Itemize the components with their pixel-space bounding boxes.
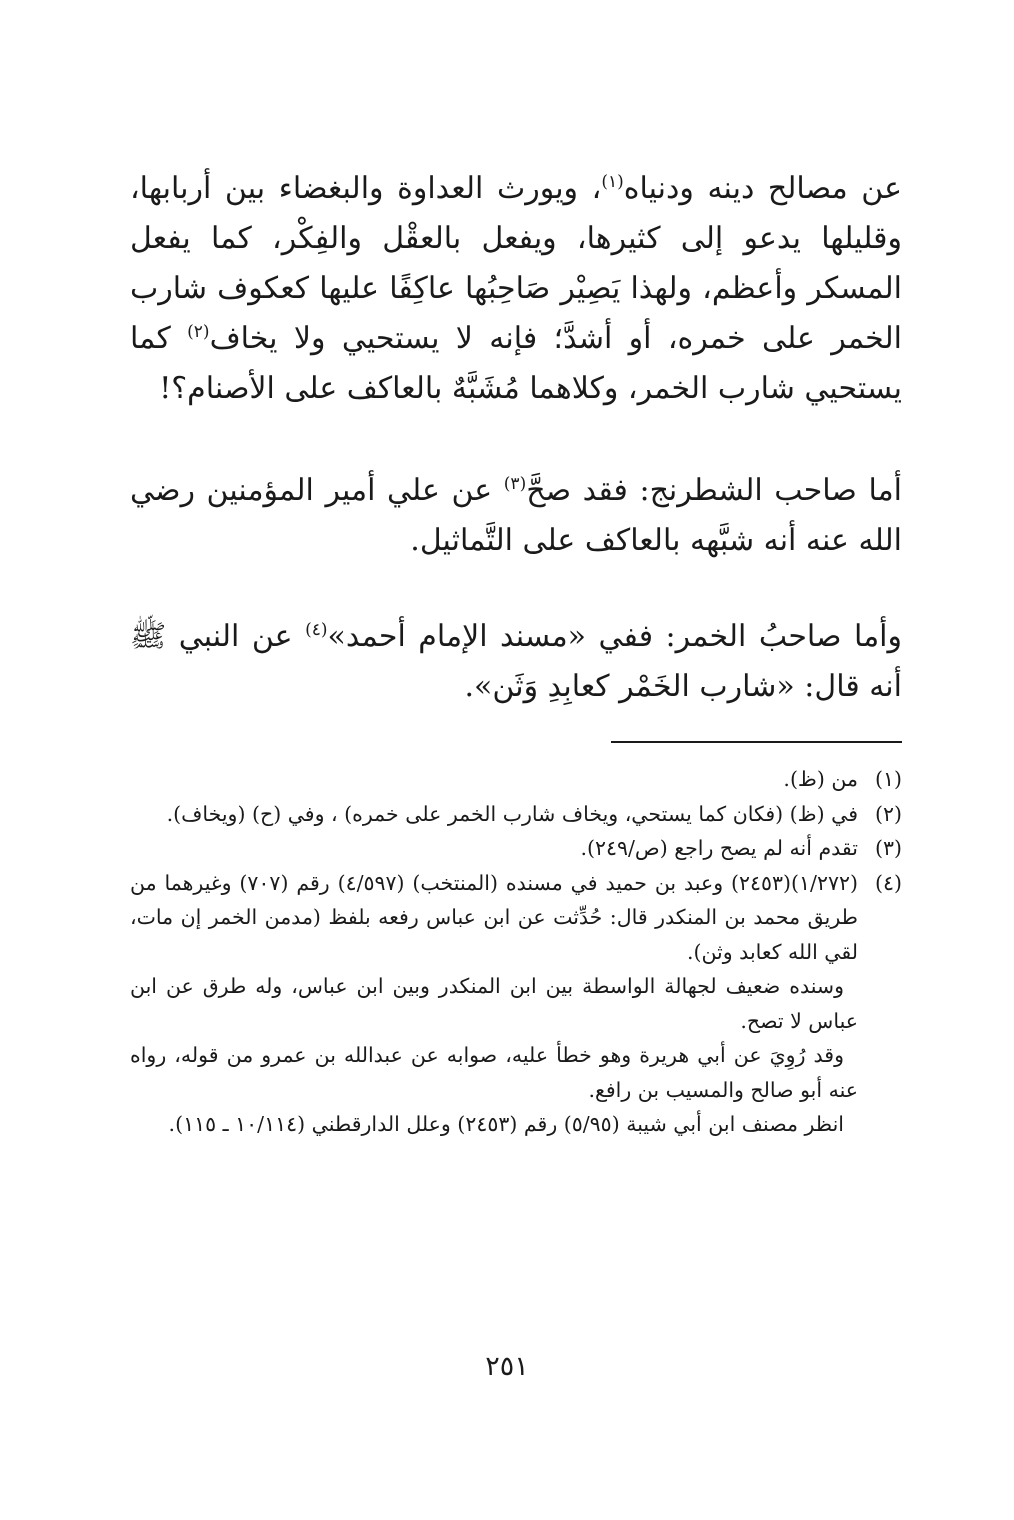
footnote-1 — [130, 762, 902, 797]
paragraph-1-text-c: كما يستحيي شارب الخمر، وكلاهما مُشَبَّهٌ بالعاكف على الأصنام؟! — [130, 321, 902, 406]
footnote-4-paragraph-4: انظر مصنف ابن أبي شيبة (٥/٩٥) رقم (٢٤٥٣) وعلل الدارقطني (١٠/١١٤ ـ ١١٥). — [168, 1112, 844, 1136]
paragraph-2-text-b: عن علي أمير المؤمنين رضي الله عنه أنه شبَّهه بالعاكف على التَّماثيل. — [130, 473, 902, 558]
footnote-ref-2: (٢) — [187, 322, 210, 342]
footnote-ref-3: (٣) — [503, 474, 527, 494]
body-paragraph-1 — [130, 164, 902, 414]
footnote-1-number: (١) — [874, 767, 902, 791]
paragraph-1-text-a: عن مصالح دينه ودنياه — [623, 171, 902, 206]
footnote-2-text: في (ظ) (فكان كما يستحي، ويخاف شارب الخمر على خمره) ، وفي (ح) (ويخاف). — [166, 801, 858, 826]
footnote-ref-4: (٤) — [305, 620, 328, 640]
footnote-1-text: من (ظ). — [783, 767, 858, 791]
footnote-3-body — [130, 831, 858, 866]
footnotes — [130, 762, 902, 1142]
paragraph-3-text-a: وأما صاحبُ الخمر: ففي «مسند الإمام أحمد» — [327, 619, 903, 654]
footnote-4-body — [130, 866, 858, 1142]
footnote-3 — [130, 831, 902, 866]
paragraph-3-text-b: عن النبي ﷺ أنه قال: «شارب الخَمْر كعابِدِ وَثَن». — [130, 619, 902, 704]
footnote-ref-1: (١) — [601, 172, 624, 192]
footnote-1-body — [130, 762, 858, 797]
footnote-4-number: (٤) — [874, 870, 902, 895]
footnote-4-paragraph-1: (١/٢٧٢)(٢٤٥٣) وعبد بن حميد في مسنده (المنتخب) (٤/٥٩٧) رقم (٧٠٧) وغيرهما من طريق محمد بن المنكدر قال: حُدِّثت عن ابن عباس رفعه بلفظ (مدمن الخمر إن مات، لقي الله كعابد وثن). — [130, 870, 858, 964]
paragraph-2-text-a: أما صاحب الشطرنج: فقد صحَّ — [526, 473, 903, 508]
footnote-4-paragraph-3: وقد رُوِيَ عن أبي هريرة وهو خطأ عليه، صوابه عن عبدالله بن عمرو من قوله، رواه عنه أبو صالح والمسيب بن رافع. — [130, 1043, 858, 1102]
footnote-3-text: تقدم أنه لم يصح راجع (ص/٢٤٩). — [580, 836, 858, 860]
footnote-2 — [130, 797, 902, 832]
footnote-3-number: (٣) — [874, 836, 902, 860]
footnote-2-number: (٢) — [874, 801, 902, 826]
footnote-2-body — [130, 797, 858, 832]
footnote-4-paragraph-2: وسنده ضعيف لجهالة الواسطة بين ابن المنكدر وبين ابن عباس، وله طرق عن ابن عباس لا تصح. — [130, 974, 858, 1033]
page-number: ٢٥١ — [485, 1351, 529, 1382]
paragraph-1-text-b: ، ويورث العداوة والبغضاء بين أربابها، وقليلها يدعو إلى كثيرها، ويفعل بالعقْل والفِكْر، كما يفعل المسكر وأعظم، ولهذا يَصِيْر صَاحِبُها عاكِفًا عليها كعكوف شارب الخمر على خمره، أو أشدَّ؛ فإنه لا يستحيي ولا يخاف — [130, 171, 902, 356]
body-paragraph-3 — [130, 612, 902, 712]
body-paragraph-2 — [130, 466, 902, 566]
footnote-separator — [611, 741, 902, 743]
footnote-4 — [130, 866, 902, 1142]
